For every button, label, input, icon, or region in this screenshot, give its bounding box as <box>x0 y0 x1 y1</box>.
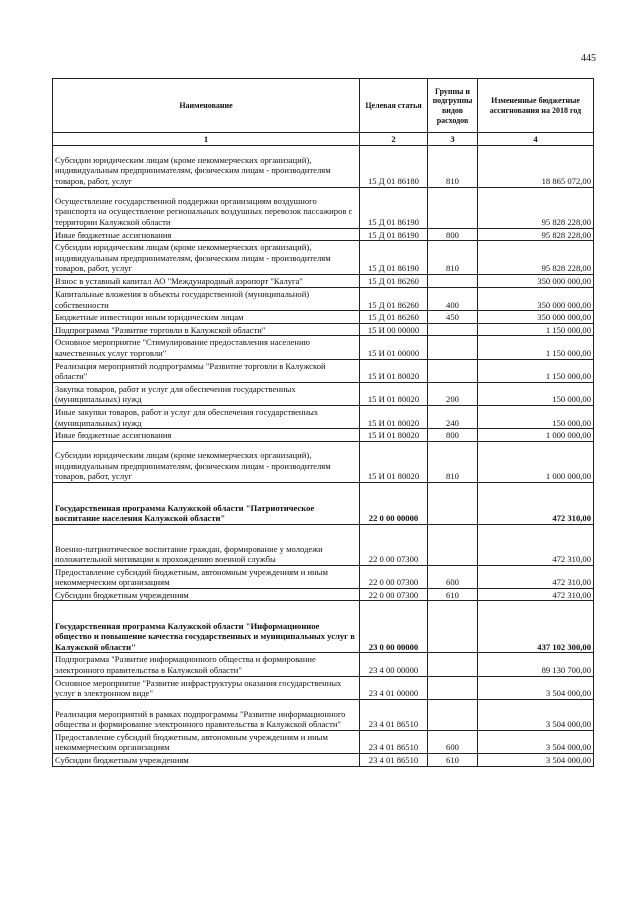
table-row <box>53 323 594 336</box>
column-numbers-row <box>53 133 594 146</box>
table-row <box>53 653 594 676</box>
row-name: Бюджетные инвестиции иным юридическим лицам <box>53 311 360 324</box>
row-group: 600 <box>428 730 478 753</box>
table-row <box>53 730 594 753</box>
row-group <box>428 482 478 524</box>
row-code: 15 И 01 00000 <box>360 336 428 359</box>
row-group: 610 <box>428 754 478 767</box>
row-name: Субсидии юридическим лицам (кроме некоммерческих организаций), индивидуальным предпринимателям, физическим лицам - производителям товаров, работ, услуг <box>53 241 360 275</box>
table-row <box>53 287 594 310</box>
row-group: 810 <box>428 145 478 187</box>
row-amount: 472 310,00 <box>478 524 594 565</box>
row-name: Иные закупки товаров, работ и услуг для обеспечения государственных (муниципальных) нужд <box>53 405 360 428</box>
header-group: Группы и подгруппы видов расходов <box>428 79 478 133</box>
row-amount: 472 310,00 <box>478 565 594 588</box>
row-group <box>428 359 478 382</box>
row-amount: 1 150 000,00 <box>478 323 594 336</box>
row-code: 23 4 00 00000 <box>360 653 428 676</box>
row-name: Осуществление государственной поддержки организациям воздушного транспорта на осуществление региональных воздушных перевозок пассажиров с территории Калужской области <box>53 187 360 228</box>
row-code: 15 И 01 80020 <box>360 441 428 482</box>
budget-table <box>52 78 594 767</box>
row-amount: 1 150 000,00 <box>478 336 594 359</box>
row-name: Предоставление субсидий бюджетным, автономным учреждениям и иным некоммерческим организациям <box>53 730 360 753</box>
row-code: 23 4 01 86510 <box>360 754 428 767</box>
row-name: Субсидии бюджетным учреждениям <box>53 588 360 601</box>
table-row <box>53 565 594 588</box>
row-name: Иные бюджетные ассигнования <box>53 228 360 241</box>
row-amount: 1 150 000,00 <box>478 359 594 382</box>
row-amount: 150 000,00 <box>478 382 594 405</box>
row-code: 22 0 00 00000 <box>360 482 428 524</box>
row-name: Иные бюджетные ассигнования <box>53 429 360 442</box>
table-row <box>53 228 594 241</box>
row-amount: 95 828 228,00 <box>478 228 594 241</box>
row-group: 800 <box>428 228 478 241</box>
row-code: 15 Д 01 86180 <box>360 145 428 187</box>
row-code: 15 И 01 80020 <box>360 405 428 428</box>
table-row <box>53 524 594 565</box>
row-amount: 95 828 228,00 <box>478 241 594 275</box>
row-name: Реализация мероприятий подпрограммы "Развитие торговли в Калужской области" <box>53 359 360 382</box>
row-amount: 472 310,00 <box>478 482 594 524</box>
column-number: 1 <box>53 133 360 146</box>
row-code: 15 И 01 80020 <box>360 359 428 382</box>
row-amount: 3 504 000,00 <box>478 730 594 753</box>
column-number: 4 <box>478 133 594 146</box>
table-row <box>53 429 594 442</box>
row-code: 15 Д 01 86260 <box>360 274 428 287</box>
row-amount: 1 000 000,00 <box>478 429 594 442</box>
row-amount: 350 000 000,00 <box>478 287 594 310</box>
header-name: Наименование <box>53 79 360 133</box>
row-group <box>428 187 478 228</box>
table-row <box>53 441 594 482</box>
row-name: Субсидии юридическим лицам (кроме некоммерческих организаций), индивидуальным предпринимателям, физическим лицам - производителям товаров, работ, услуг <box>53 441 360 482</box>
row-group <box>428 601 478 653</box>
table-row <box>53 336 594 359</box>
table-row <box>53 187 594 228</box>
row-code: 15 И 01 80020 <box>360 382 428 405</box>
table-row <box>53 588 594 601</box>
row-group: 810 <box>428 441 478 482</box>
row-name: Государственная программа Калужской области "Информационное общество и повышение качества государственных и муниципальных услуг в Калужской области" <box>53 601 360 653</box>
row-group: 200 <box>428 382 478 405</box>
row-group <box>428 274 478 287</box>
row-group <box>428 653 478 676</box>
column-number: 3 <box>428 133 478 146</box>
table-row <box>53 754 594 767</box>
row-amount: 3 504 000,00 <box>478 754 594 767</box>
row-name: Подпрограмма "Развитие информационного общества и формирование электронного правительства в Калужской области" <box>53 653 360 676</box>
row-group: 450 <box>428 311 478 324</box>
table-row <box>53 676 594 699</box>
row-name: Основное мероприятие "Стимулирование предоставления населению качественных услуг торговли" <box>53 336 360 359</box>
row-name: Военно-патриотическое воспитание граждан, формирование у молодежи положительной мотивации к прохождению военной службы <box>53 524 360 565</box>
row-code: 23 0 00 00000 <box>360 601 428 653</box>
table-body <box>53 145 594 766</box>
row-amount: 3 504 000,00 <box>478 699 594 730</box>
row-code: 15 Д 01 86190 <box>360 241 428 275</box>
row-group: 400 <box>428 287 478 310</box>
table-row <box>53 482 594 524</box>
row-code: 15 Д 01 86260 <box>360 287 428 310</box>
row-name: Основное мероприятие "Развитие инфраструктуры оказания государственных услуг в электронном виде" <box>53 676 360 699</box>
row-amount: 95 828 228,00 <box>478 187 594 228</box>
row-amount: 150 000,00 <box>478 405 594 428</box>
row-amount: 89 130 700,00 <box>478 653 594 676</box>
row-code: 22 0 00 07300 <box>360 565 428 588</box>
row-code: 23 4 01 00000 <box>360 676 428 699</box>
row-name: Подпрограмма "Развитие торговли в Калужской области" <box>53 323 360 336</box>
header-code: Целевая статья <box>360 79 428 133</box>
page-number: 445 <box>581 53 596 64</box>
column-number: 2 <box>360 133 428 146</box>
table-row <box>53 359 594 382</box>
row-code: 15 И 01 80020 <box>360 429 428 442</box>
row-code: 22 0 00 07300 <box>360 524 428 565</box>
row-code: 23 4 01 86510 <box>360 699 428 730</box>
table-row <box>53 241 594 275</box>
row-name: Взнос в уставный капитал АО "Международный аэропорт "Калуга" <box>53 274 360 287</box>
row-amount: 18 865 072,00 <box>478 145 594 187</box>
row-name: Субсидии бюджетным учреждениям <box>53 754 360 767</box>
row-code: 15 И 00 00000 <box>360 323 428 336</box>
table-row <box>53 274 594 287</box>
table-row <box>53 382 594 405</box>
row-group <box>428 676 478 699</box>
row-name: Субсидии юридическим лицам (кроме некоммерческих организаций), индивидуальным предпринимателям, физическим лицам - производителям товаров, работ, услуг <box>53 145 360 187</box>
table-row <box>53 601 594 653</box>
row-amount: 1 000 000,00 <box>478 441 594 482</box>
row-group: 600 <box>428 565 478 588</box>
row-code: 15 Д 01 86190 <box>360 187 428 228</box>
row-group <box>428 336 478 359</box>
row-group: 240 <box>428 405 478 428</box>
row-code: 23 4 01 86510 <box>360 730 428 753</box>
row-name: Предоставление субсидий бюджетным, автономным учреждениям и иным некоммерческим организациям <box>53 565 360 588</box>
row-group <box>428 524 478 565</box>
row-code: 15 Д 01 86260 <box>360 311 428 324</box>
row-group: 800 <box>428 429 478 442</box>
row-group <box>428 323 478 336</box>
row-code: 15 Д 01 86190 <box>360 228 428 241</box>
table-row <box>53 699 594 730</box>
row-group: 610 <box>428 588 478 601</box>
row-name: Закупка товаров, работ и услуг для обеспечения государственных (муниципальных) нужд <box>53 382 360 405</box>
table-row <box>53 311 594 324</box>
row-group <box>428 699 478 730</box>
row-amount: 350 000 000,00 <box>478 274 594 287</box>
table-header-row <box>53 79 594 133</box>
row-name: Реализация мероприятий в рамках подпрограммы "Развитие информационного общества и формирование электронного правительства в Калужской области" <box>53 699 360 730</box>
table-row <box>53 405 594 428</box>
table-row <box>53 145 594 187</box>
header-amount: Измененные бюджетные ассигнования на 2018 год <box>478 79 594 133</box>
row-code: 22 0 00 07300 <box>360 588 428 601</box>
row-amount: 3 504 000,00 <box>478 676 594 699</box>
row-amount: 472 310,00 <box>478 588 594 601</box>
row-amount: 437 102 300,00 <box>478 601 594 653</box>
row-amount: 350 000 000,00 <box>478 311 594 324</box>
row-group: 810 <box>428 241 478 275</box>
row-name: Государственная программа Калужской области "Патриотическое воспитание населения Калужской области" <box>53 482 360 524</box>
row-name: Капитальные вложения в объекты государственной (муниципальной) собственности <box>53 287 360 310</box>
